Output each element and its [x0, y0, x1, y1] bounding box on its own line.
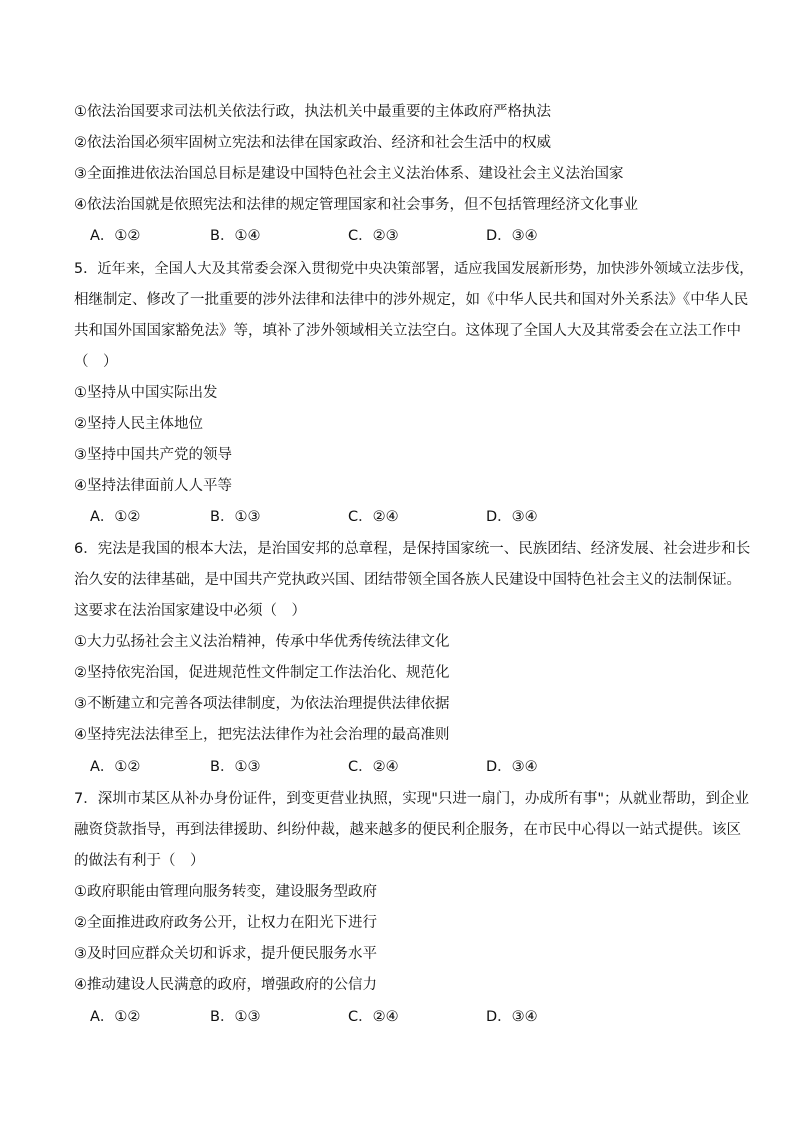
- q6-statement-3: ③不断建立和完善各项法律制度，为依法治理提供法律依据: [74, 696, 450, 712]
- q6-option-a[interactable]: A．①②: [90, 759, 141, 775]
- q6-option-c[interactable]: C．②④: [348, 759, 399, 775]
- q6-options: [90, 757, 730, 777]
- q7-statement-2: ②全面推进政府政务公开，让权力在阳光下进行: [74, 915, 377, 931]
- q4-options: [90, 226, 730, 246]
- q4-statement-1: ①依法治国要求司法机关依法行政，执法机关中最重要的主体政府严格执法: [74, 104, 551, 120]
- q5-statement-2: ②坚持人民主体地位: [74, 416, 203, 432]
- q5-options: [90, 507, 730, 527]
- q4-statement-4: ④依法治国就是依照宪法和法律的规定管理国家和社会事务，但不包括管理经济文化事业: [74, 197, 638, 213]
- q7-statement-3: ③及时回应群众关切和诉求，提升便民服务水平: [74, 946, 377, 962]
- q6-stem-line-1: 6．宪法是我国的根本大法，是治国安邦的总章程，是保持国家统一、民族团结、经济发展、社会进步和长: [74, 541, 751, 557]
- q7-option-d[interactable]: D．③④: [486, 1009, 538, 1025]
- q4-option-a[interactable]: A．①②: [90, 228, 141, 244]
- q5-stem-line-3: 共和国外国国家豁免法》等，填补了涉外领域相关立法空白。这体现了全国人大及其常委会在立法工作中: [74, 323, 741, 339]
- q6-stem-line-2: 治久安的法律基础，是中国共产党执政兴国、团结带领全国各族人民建设中国特色社会主义的法制保证。: [74, 572, 741, 588]
- q6-statement-2: ②坚持依宪治国，促进规范性文件制定工作法治化、规范化: [74, 665, 450, 681]
- q7-option-a[interactable]: A．①②: [90, 1009, 141, 1025]
- q5-statement-3: ③坚持中国共产党的领导: [74, 447, 232, 463]
- q6-option-b[interactable]: B．①③: [210, 759, 261, 775]
- q5-option-a[interactable]: A．①②: [90, 509, 141, 525]
- q5-option-b[interactable]: B．①③: [210, 509, 261, 525]
- q4-option-b[interactable]: B．①④: [210, 228, 261, 244]
- q6-statement-1: ①大力弘扬社会主义法治精神，传承中华优秀传统法律文化: [74, 634, 450, 650]
- q5-stem-line-4: （ ）: [74, 354, 118, 370]
- q7-stem-line-1: 7．深圳市某区从补办身份证件，到变更营业执照，实现"只进一扇门，办成所有事"；从就业帮助，到企业: [74, 791, 750, 807]
- q7-statement-1: ①政府职能由管理向服务转变，建设服务型政府: [74, 884, 377, 900]
- q5-option-d[interactable]: D．③④: [486, 509, 538, 525]
- q7-statement-4: ④推动建设人民满意的政府，增强政府的公信力: [74, 977, 377, 993]
- q7-options: [90, 1007, 730, 1027]
- q5-statement-1: ①坚持从中国实际出发: [74, 385, 218, 401]
- q6-statement-4: ④坚持宪法法律至上，把宪法法律作为社会治理的最高准则: [74, 727, 450, 743]
- q7-option-b[interactable]: B．①③: [210, 1009, 261, 1025]
- q6-stem-line-3: 这要求在法治国家建设中必须（ ）: [74, 603, 306, 619]
- q7-stem-line-2: 融资贷款指导，再到法律援助、纠纷仲裁，越来越多的便民利企服务，在市民中心得以一站式提供。该区: [74, 822, 741, 838]
- q4-option-c[interactable]: C．②③: [348, 228, 399, 244]
- q5-statement-4: ④坚持法律面前人人平等: [74, 478, 232, 494]
- q6-option-d[interactable]: D．③④: [486, 759, 538, 775]
- q5-stem-line-2: 相继制定、修改了一批重要的涉外法律和法律中的涉外规定，如《中华人民共和国对外关系法》《中华人民: [74, 292, 749, 308]
- q4-statement-3: ③全面推进依法治国总目标是建设中国特色社会主义法治体系、建设社会主义法治国家: [74, 166, 624, 182]
- q4-statement-2: ②依法治国必须牢固树立宪法和法律在国家政治、经济和社会生活中的权威: [74, 135, 551, 151]
- q5-option-c[interactable]: C．②④: [348, 509, 399, 525]
- q5-stem-line-1: 5．近年来，全国人大及其常委会深入贯彻党中央决策部署，适应我国发展新形势，加快涉外领域立法步伐，: [74, 261, 754, 277]
- q7-stem-line-3: 的做法有利于（ ）: [74, 853, 205, 869]
- q7-option-c[interactable]: C．②④: [348, 1009, 399, 1025]
- q4-option-d[interactable]: D．③④: [486, 228, 538, 244]
